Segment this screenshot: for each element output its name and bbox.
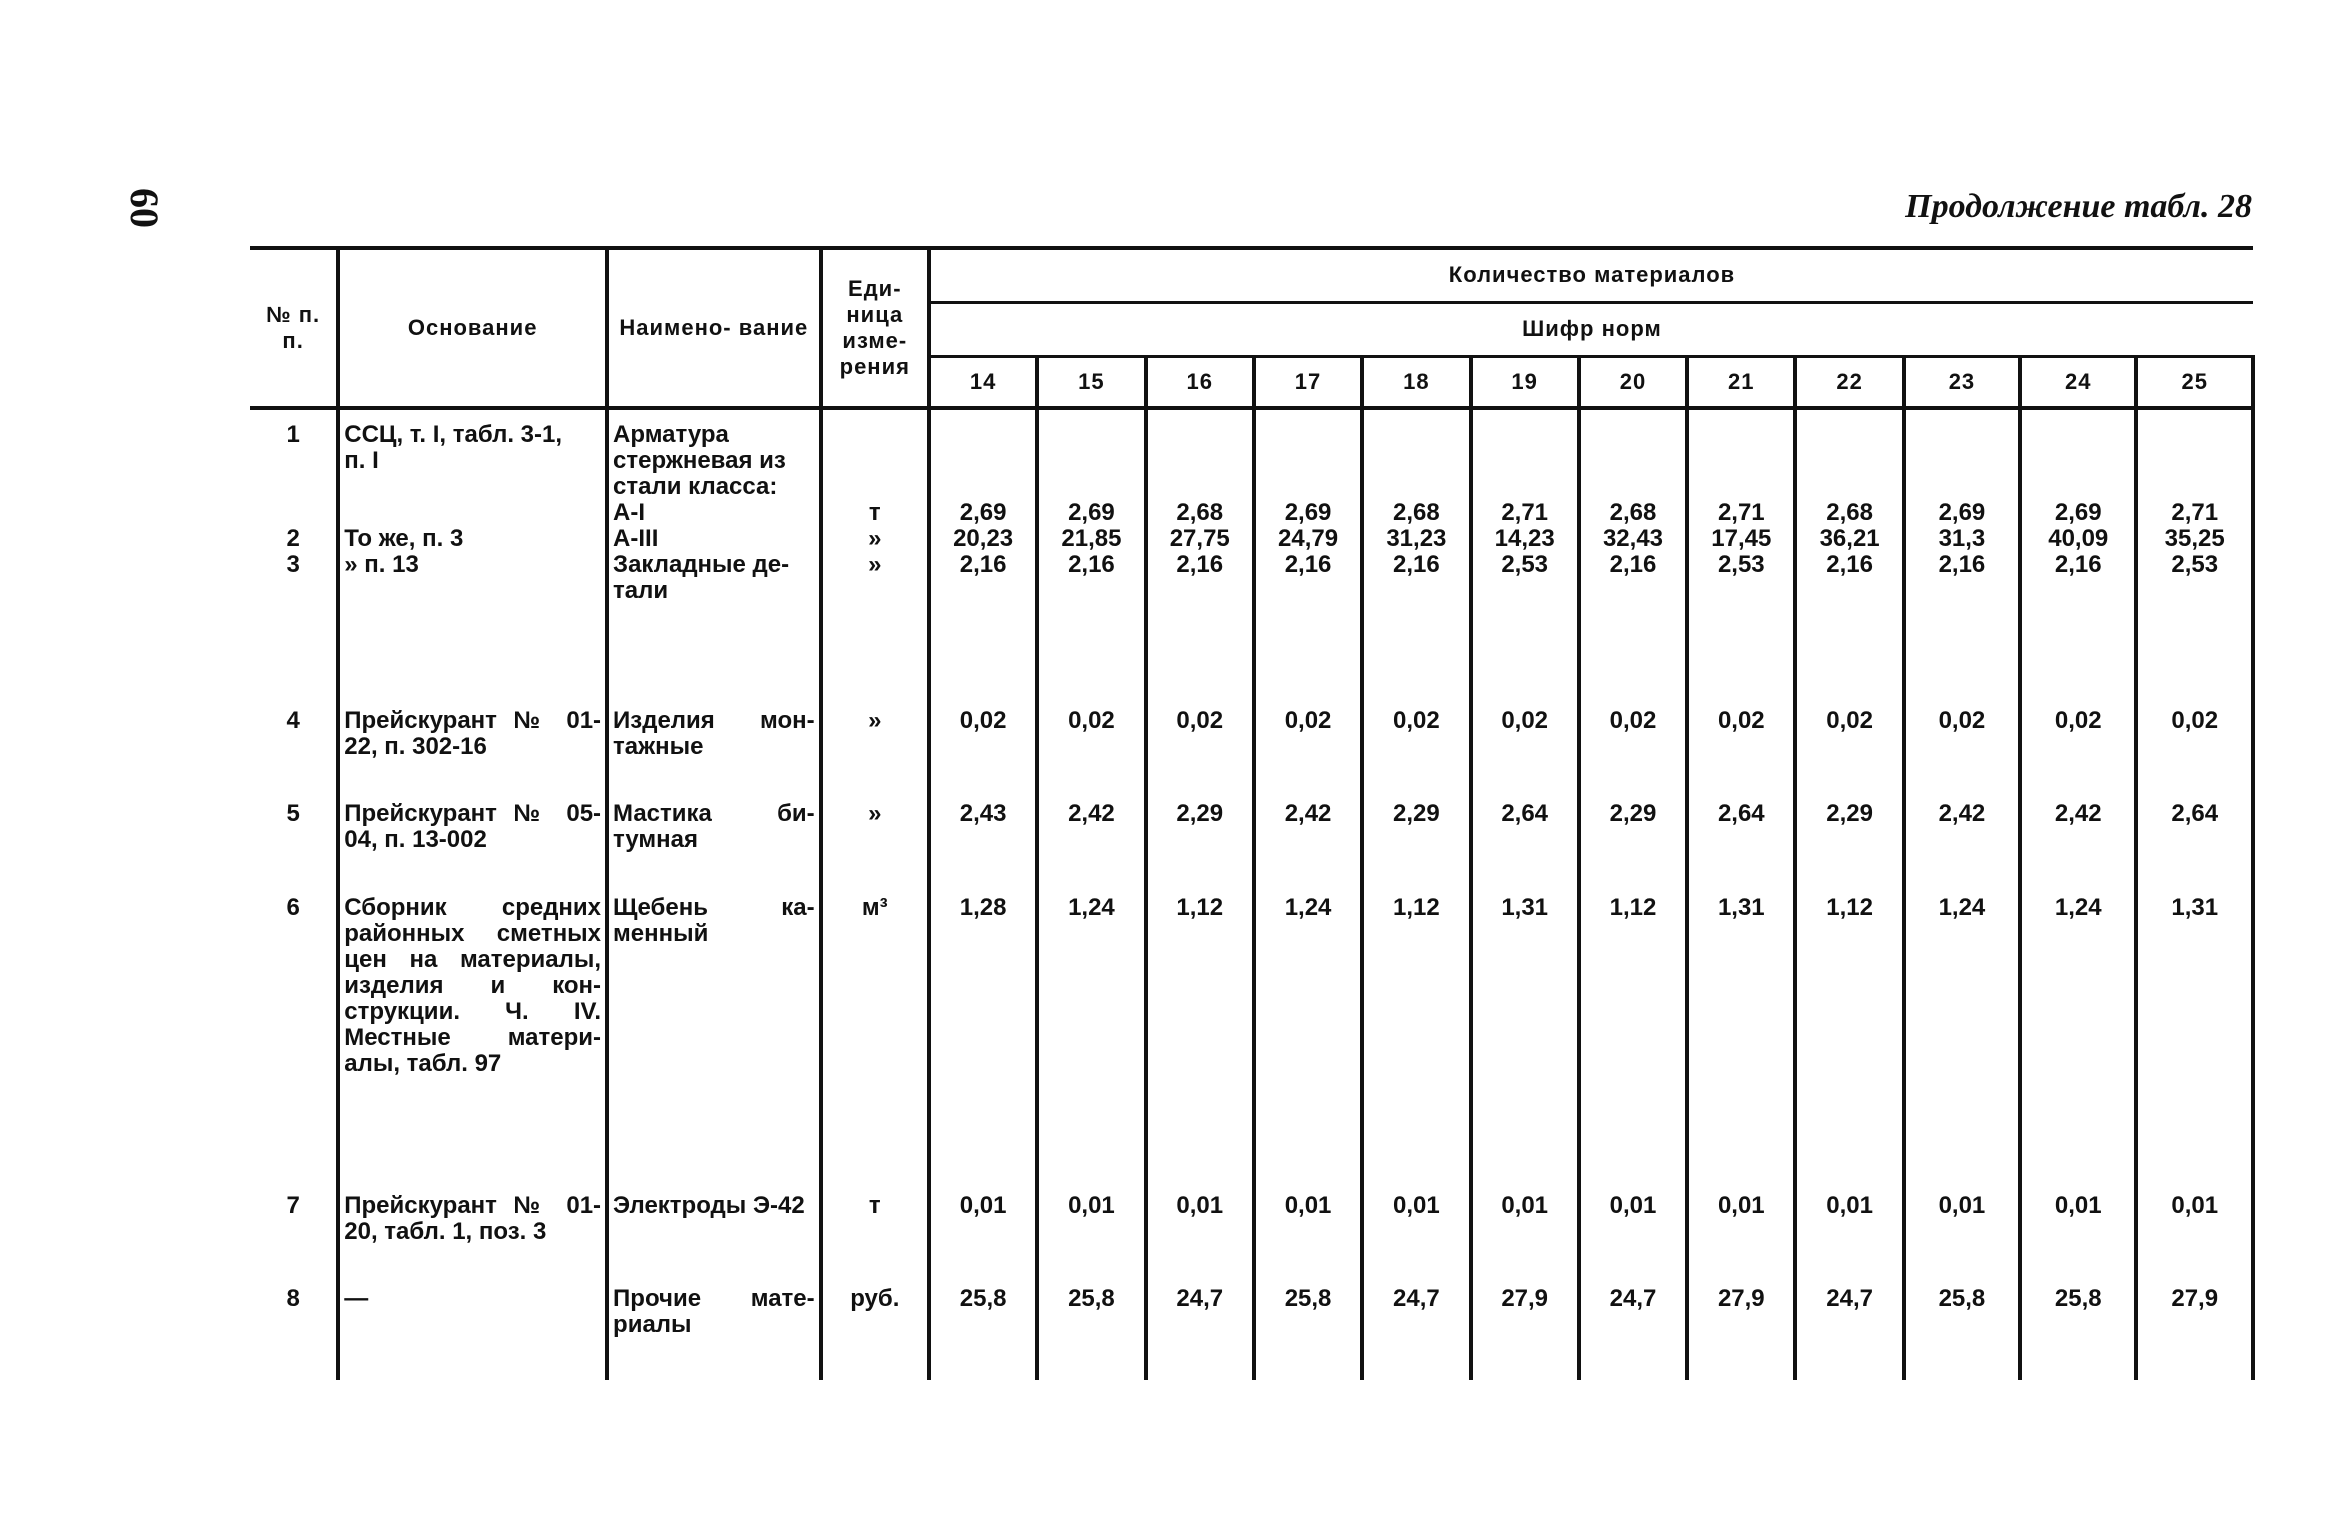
- row-value-line: [1693, 448, 1789, 474]
- row-unit: [821, 422, 929, 708]
- spacer-cell: [2136, 408, 2253, 422]
- row-value: 25,8: [2020, 1286, 2136, 1368]
- row-value-line: [1260, 422, 1356, 448]
- row-value-line: 31,3: [1938, 525, 1986, 552]
- code-header-14: 14: [929, 356, 1037, 408]
- row-basis-line: » п. 13: [344, 551, 419, 578]
- spacer-cell: [1254, 1368, 1362, 1380]
- row-value-line: 2,16: [1826, 551, 1873, 578]
- spacer-cell: [1146, 1181, 1254, 1193]
- row-value-line: 2,69: [1938, 499, 1986, 526]
- row-value-line: [1043, 422, 1139, 448]
- row-value-line: [1477, 448, 1573, 474]
- header-norm-codes: Шифр норм: [929, 302, 2253, 356]
- row-basis: —: [338, 1286, 607, 1368]
- spacer-cell: [1795, 1368, 1903, 1380]
- row-value: 1,28: [929, 895, 1037, 1181]
- row-value-line: 36,21: [1819, 525, 1880, 552]
- spacer-cell: [1579, 408, 1687, 422]
- code-header-16: 16: [1146, 356, 1254, 408]
- spacer-cell: [338, 1181, 607, 1193]
- row-value-line: 14,23: [1494, 525, 1555, 552]
- row-value: 2,43: [929, 801, 1037, 883]
- spacer-cell: [1579, 1368, 1687, 1380]
- spacer-cell: [1687, 1368, 1795, 1380]
- row-value: 2,29: [1146, 801, 1254, 883]
- row-value: 0,02: [1362, 708, 1470, 790]
- row-value: 0,02: [1579, 708, 1687, 790]
- row-value-line: [1910, 474, 2014, 500]
- spacer-cell: [1471, 1368, 1579, 1380]
- row-name-line: Арматура: [613, 421, 729, 448]
- row-value: [1579, 422, 1687, 708]
- row-value: 0,01: [1146, 1193, 1254, 1275]
- row-value: 0,01: [1579, 1193, 1687, 1275]
- row-number-line: [254, 474, 332, 500]
- row-unit-line: [827, 448, 923, 474]
- row-value: 0,01: [1904, 1193, 2020, 1275]
- row-name: Щебень ка- менный: [607, 895, 821, 1181]
- row-value: 24,7: [1146, 1286, 1254, 1368]
- row-unit: м³: [821, 895, 929, 1181]
- code-header-18: 18: [1362, 356, 1470, 408]
- row-value: 0,02: [1795, 708, 1903, 790]
- row-name-line: А-I: [613, 499, 646, 526]
- spacer-cell: [1471, 408, 1579, 422]
- row-value-line: 2,53: [1501, 551, 1549, 578]
- row-value-line: [2142, 474, 2247, 500]
- row-unit: »: [821, 801, 929, 883]
- row-name-line: стержневая из: [613, 447, 786, 474]
- row-value-line: [1585, 448, 1681, 474]
- row-value: [1037, 422, 1145, 708]
- row-value: 1,31: [1471, 895, 1579, 1181]
- row-value-line: [1910, 422, 2014, 448]
- spacer-cell: [338, 408, 607, 422]
- row-value-line: [1585, 474, 1681, 500]
- row-value-line: 2,16: [959, 551, 1007, 578]
- spacer-cell: [1037, 1368, 1145, 1380]
- spacer-cell: [929, 1368, 1037, 1380]
- spacer-cell: [338, 1274, 607, 1286]
- row-basis-line: [344, 500, 601, 526]
- row-value: 1,12: [1579, 895, 1687, 1181]
- row-value: [1687, 422, 1795, 708]
- row-value: 0,02: [2136, 708, 2253, 790]
- table-row: [250, 895, 2253, 1181]
- row-value-line: [1043, 448, 1139, 474]
- row-value: 24,7: [1579, 1286, 1687, 1368]
- row-value: 0,02: [1254, 708, 1362, 790]
- row-value: 2,29: [1362, 801, 1470, 883]
- row-value: 25,8: [1037, 1286, 1145, 1368]
- row-value: 0,01: [1254, 1193, 1362, 1275]
- row-value-line: [1368, 474, 1464, 500]
- row-basis-line: ССЦ, т. I, табл. 3-1,: [344, 421, 563, 448]
- row-value-line: [1152, 474, 1248, 500]
- row-value: 1,31: [1687, 895, 1795, 1181]
- row-number-line: [254, 500, 332, 526]
- row-value-line: 2,71: [1501, 499, 1549, 526]
- row-value-line: [1152, 422, 1248, 448]
- row-value: 1,12: [1146, 895, 1254, 1181]
- row-value: [1904, 422, 2020, 708]
- code-header-21: 21: [1687, 356, 1795, 408]
- spacer-cell: [1687, 408, 1795, 422]
- row-name: Прочие мате- риалы: [607, 1286, 821, 1368]
- row-value: 0,01: [1471, 1193, 1579, 1275]
- spacer-cell: [250, 408, 338, 422]
- row-value: 1,12: [1795, 895, 1903, 1181]
- row-value-line: 2,16: [1938, 551, 1986, 578]
- row-value: 25,8: [929, 1286, 1037, 1368]
- row-value-line: [1477, 474, 1573, 500]
- row-value-line: [1260, 448, 1356, 474]
- row-value-line: [1260, 474, 1356, 500]
- row-value-line: 20,23: [953, 525, 1014, 552]
- table-row: [250, 1286, 2253, 1368]
- code-header-15: 15: [1037, 356, 1145, 408]
- row-value: 0,01: [929, 1193, 1037, 1275]
- row-basis-line: [344, 474, 601, 500]
- row-value: 0,01: [2020, 1193, 2136, 1275]
- spacer-cell: [1904, 1181, 2020, 1193]
- row-value: 0,01: [2136, 1193, 2253, 1275]
- row-value: 1,24: [2020, 895, 2136, 1181]
- row-value: 1,24: [1904, 895, 2020, 1181]
- table-row: [250, 422, 2253, 708]
- spacer-cell: [1795, 1181, 1903, 1193]
- row-name-line: тали: [613, 577, 669, 604]
- row-value: 1,24: [1037, 895, 1145, 1181]
- row-value-line: 32,43: [1602, 525, 1664, 552]
- row-value: 2,64: [2136, 801, 2253, 883]
- row-unit-line: »: [868, 551, 882, 578]
- row-value-line: [2142, 422, 2247, 448]
- spacer-cell: [1037, 408, 1145, 422]
- row-basis-line: п. I: [344, 447, 379, 474]
- row-value-line: [1801, 422, 1897, 448]
- row-basis-line: То же, п. 3: [344, 525, 464, 552]
- row-value-line: [1801, 448, 1897, 474]
- row-value: 24,7: [1362, 1286, 1470, 1368]
- row-value: [1795, 422, 1903, 708]
- row-value: 2,42: [1254, 801, 1362, 883]
- row-value-line: [1585, 422, 1681, 448]
- row-value: 27,9: [1687, 1286, 1795, 1368]
- spacer-cell: [1904, 408, 2020, 422]
- row-value: 2,64: [1471, 801, 1579, 883]
- spacer-cell: [607, 1181, 821, 1193]
- row-value-line: 27,75: [1169, 525, 1230, 552]
- row-value-line: 2,71: [2171, 499, 2219, 526]
- row-number-line: 2: [286, 525, 300, 552]
- row-value-line: 2,68: [1609, 499, 1657, 526]
- header-basis: Основание: [338, 248, 607, 408]
- spacer-cell: [929, 1181, 1037, 1193]
- row-value-line: 2,16: [1068, 551, 1115, 578]
- spacer-cell: [1687, 1181, 1795, 1193]
- spacer-cell: [250, 1181, 338, 1193]
- spacer-cell: [1362, 1181, 1470, 1193]
- table-body: [250, 408, 2253, 1380]
- row-value: 27,9: [2136, 1286, 2253, 1368]
- row-value-line: 2,16: [1176, 551, 1224, 578]
- code-header-19: 19: [1471, 356, 1579, 408]
- spacer-cell: [1795, 408, 1903, 422]
- row-value-line: [1477, 422, 1573, 448]
- row-value-line: 17,45: [1711, 525, 1772, 552]
- row-number: 4: [250, 708, 338, 790]
- row-value: [1471, 422, 1579, 708]
- row-value-line: 2,68: [1176, 499, 1224, 526]
- row-value: [2136, 422, 2253, 708]
- row-value-line: 2,68: [1393, 499, 1440, 526]
- row-value-line: [2142, 448, 2247, 474]
- row-value: 2,42: [2020, 801, 2136, 883]
- row-value: 1,12: [1362, 895, 1470, 1181]
- row-unit: »: [821, 708, 929, 790]
- row-value-line: 2,53: [2171, 551, 2219, 578]
- row-value-line: [1910, 448, 2014, 474]
- row-value-line: [1368, 422, 1464, 448]
- row-value: 0,02: [1687, 708, 1795, 790]
- spacer-cell: [1254, 408, 1362, 422]
- spacer-cell: [2020, 1181, 2136, 1193]
- row-basis: Прейскурант № 01-20, табл. 1, поз. 3: [338, 1193, 607, 1275]
- code-header-20: 20: [1579, 356, 1687, 408]
- spacer-cell: [1037, 1181, 1145, 1193]
- row-value-line: [1043, 474, 1139, 500]
- row-value: 2,29: [1795, 801, 1903, 883]
- row-value: 2,64: [1687, 801, 1795, 883]
- page-number: 60: [122, 188, 167, 228]
- spacer-cell: [821, 1181, 929, 1193]
- code-header-25: 25: [2136, 356, 2253, 408]
- row-value: 25,8: [1254, 1286, 1362, 1368]
- row-basis: Сборник средних районных сметных цен на материалы, изделия и кон- струкции. Ч. IV. Местные матери- алы, табл. 97: [338, 895, 607, 1181]
- row-value: 0,02: [1146, 708, 1254, 790]
- header-quantity-group: Количество материалов: [929, 248, 2253, 302]
- row-value-line: [935, 474, 1031, 500]
- spacer-cell: [1362, 408, 1470, 422]
- row-unit: руб.: [821, 1286, 929, 1368]
- row-name: [607, 422, 821, 708]
- header-name: Наимено- вание: [607, 248, 821, 408]
- spacer-cell: [2020, 408, 2136, 422]
- row-value: [1362, 422, 1470, 708]
- row-unit-line: [827, 422, 923, 448]
- row-value: [2020, 422, 2136, 708]
- spacer-cell: [2136, 1181, 2253, 1193]
- row-value: [1254, 422, 1362, 708]
- row-name: Мастика би- тумная: [607, 801, 821, 883]
- row-unit-line: т: [868, 499, 881, 526]
- row-value: 0,02: [1037, 708, 1145, 790]
- row-value-line: 2,69: [1284, 499, 1332, 526]
- row-value-line: 2,68: [1826, 499, 1873, 526]
- row-value: 25,8: [1904, 1286, 2020, 1368]
- row-number-line: 1: [286, 421, 300, 448]
- row-value: 0,01: [1687, 1193, 1795, 1275]
- row-value-line: [2026, 474, 2130, 500]
- row-value: 2,29: [1579, 801, 1687, 883]
- spacer-cell: [1254, 1181, 1362, 1193]
- row-value-line: 2,16: [1609, 551, 1657, 578]
- row-value: 0,02: [1471, 708, 1579, 790]
- row-value-line: [935, 422, 1031, 448]
- row-name-line: Закладные де-: [613, 551, 790, 578]
- row-number: 7: [250, 1193, 338, 1275]
- row-name-line: А-III: [613, 525, 659, 552]
- row-value-line: [1693, 474, 1789, 500]
- row-value-line: 2,69: [959, 499, 1007, 526]
- row-value: 27,9: [1471, 1286, 1579, 1368]
- row-value: 1,24: [1254, 895, 1362, 1181]
- row-value-line: [2026, 448, 2130, 474]
- spacer-cell: [929, 408, 1037, 422]
- row-value: 0,02: [2020, 708, 2136, 790]
- row-unit-line: »: [868, 525, 882, 552]
- table-row: [250, 801, 2253, 883]
- spacer-cell: [821, 1368, 929, 1380]
- row-number: 8: [250, 1286, 338, 1368]
- row-value-line: [1801, 474, 1897, 500]
- header-num: № п. п.: [250, 248, 338, 408]
- row-value-line: 2,69: [2054, 499, 2102, 526]
- spacer-cell: [821, 408, 929, 422]
- row-value-line: [2026, 422, 2130, 448]
- code-header-22: 22: [1795, 356, 1903, 408]
- spacer-cell: [1362, 1368, 1470, 1380]
- spacer-cell: [1904, 1368, 2020, 1380]
- spacer-cell: [338, 1368, 607, 1380]
- row-value-line: [1152, 448, 1248, 474]
- spacer-cell: [2020, 1368, 2136, 1380]
- spacer-cell: [1471, 1181, 1579, 1193]
- row-name: Электроды Э-42: [607, 1193, 821, 1275]
- row-value-line: 2,69: [1068, 499, 1115, 526]
- row-value-line: [935, 448, 1031, 474]
- row-value: 0,02: [1904, 708, 2020, 790]
- code-header-23: 23: [1904, 356, 2020, 408]
- row-basis: Прейскурант № 05-04, п. 13-002: [338, 801, 607, 883]
- row-value: [1146, 422, 1254, 708]
- spacer-cell: [2136, 1368, 2253, 1380]
- row-value-line: 2,16: [2054, 551, 2102, 578]
- row-number-line: 3: [286, 551, 300, 578]
- row-value-line: [1693, 422, 1789, 448]
- row-value-line: 24,79: [1278, 525, 1339, 552]
- table-row: [250, 1193, 2253, 1275]
- row-value-line: 2,16: [1393, 551, 1440, 578]
- row-number: [250, 422, 338, 708]
- row-basis: Прейскурант № 01-22, п. 302-16: [338, 708, 607, 790]
- spacer-cell: [250, 1368, 338, 1380]
- spacer-cell: [607, 408, 821, 422]
- row-name-line: стали класса:: [613, 473, 778, 500]
- row-value-line: 31,23: [1386, 525, 1447, 552]
- row-value: 24,7: [1795, 1286, 1903, 1368]
- row-value: 1,31: [2136, 895, 2253, 1181]
- row-value: [929, 422, 1037, 708]
- row-value: 0,01: [1795, 1193, 1903, 1275]
- spacer-cell: [1579, 1181, 1687, 1193]
- row-unit-line: [827, 474, 923, 500]
- row-value-line: 40,09: [2048, 525, 2109, 552]
- row-value-line: 35,25: [2164, 525, 2225, 552]
- spacer-cell: [1146, 1368, 1254, 1380]
- row-value: 0,01: [1037, 1193, 1145, 1275]
- materials-table: [250, 246, 2255, 1380]
- row-value-line: 2,16: [1284, 551, 1332, 578]
- row-value-line: [1368, 448, 1464, 474]
- spacer-cell: [607, 1368, 821, 1380]
- table-caption: Продолжение табл. 28: [1905, 188, 2252, 225]
- code-header-24: 24: [2020, 356, 2136, 408]
- row-unit: т: [821, 1193, 929, 1275]
- materials-table-container: [250, 246, 2255, 1380]
- row-value: 2,42: [1037, 801, 1145, 883]
- table-row: [250, 708, 2253, 790]
- row-value-line: 2,71: [1717, 499, 1765, 526]
- row-number-line: [254, 448, 332, 474]
- row-basis: [338, 422, 607, 708]
- row-number: 6: [250, 895, 338, 1181]
- row-value: 0,02: [929, 708, 1037, 790]
- row-number: 5: [250, 801, 338, 883]
- row-value-line: 21,85: [1061, 525, 1122, 552]
- header-unit: Еди- ница изме- рения: [821, 248, 929, 408]
- row-name: Изделия мон- тажные: [607, 708, 821, 790]
- row-value-line: 2,53: [1717, 551, 1765, 578]
- code-header-17: 17: [1254, 356, 1362, 408]
- row-value: 2,42: [1904, 801, 2020, 883]
- row-value: 0,01: [1362, 1193, 1470, 1275]
- spacer-cell: [1146, 408, 1254, 422]
